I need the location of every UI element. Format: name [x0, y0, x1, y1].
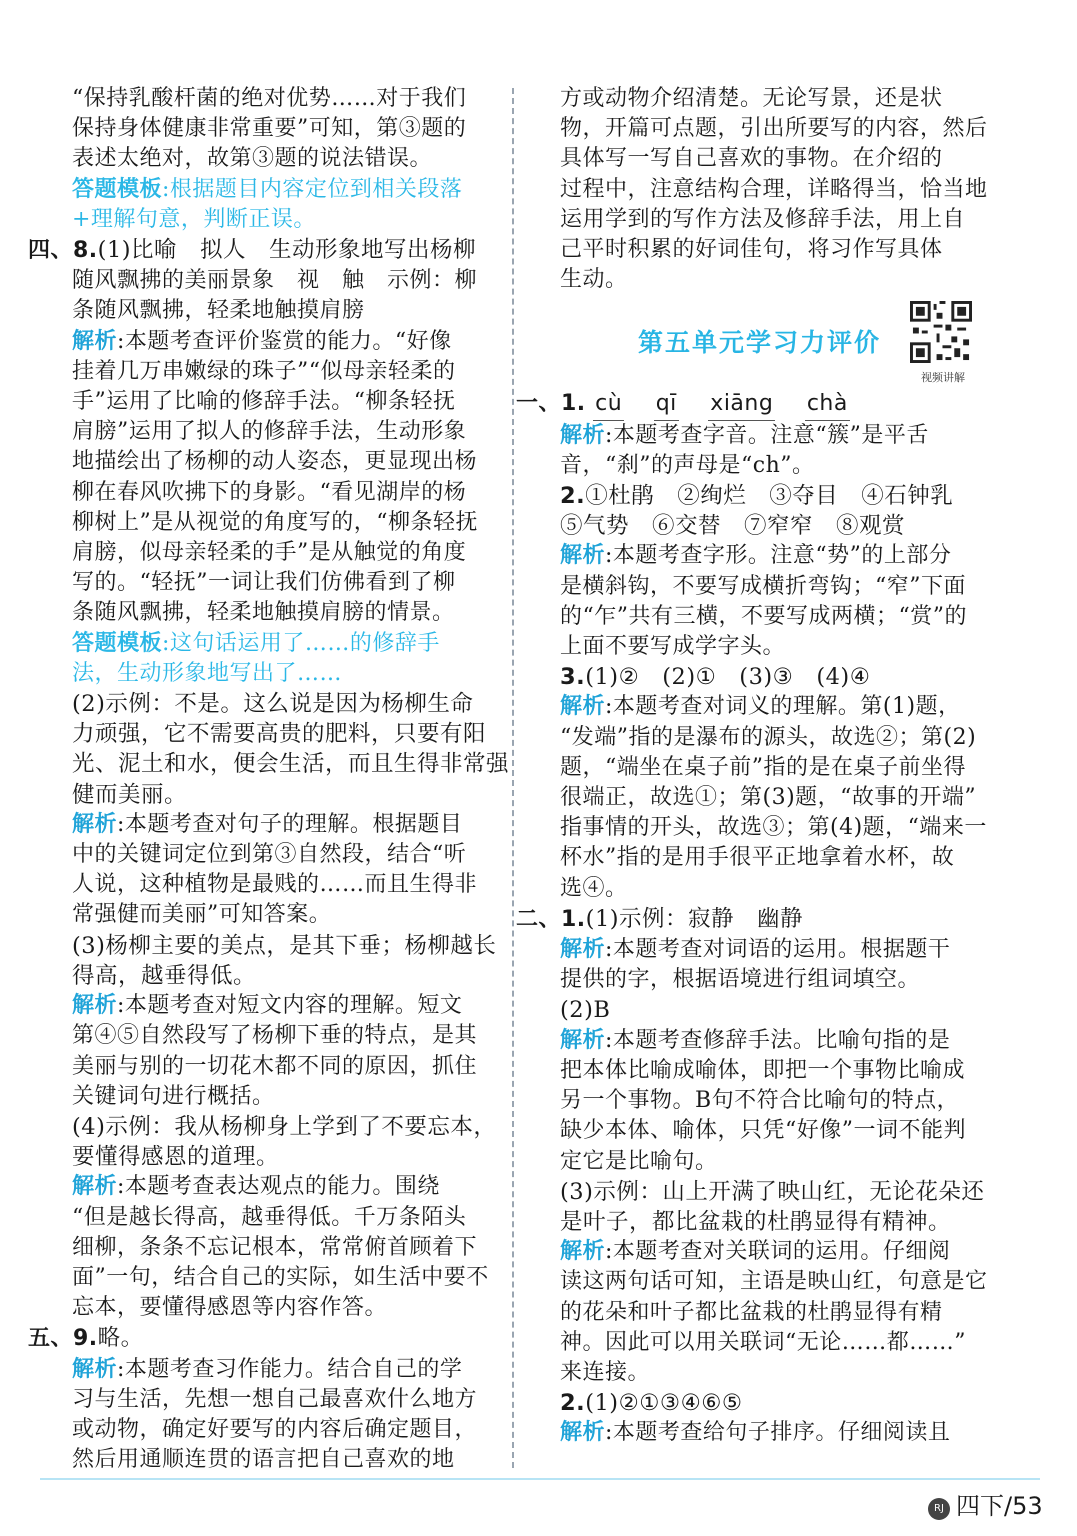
edition-badge: RJ: [928, 1498, 950, 1520]
text-line: 上面不要写成学字头。: [560, 634, 786, 660]
text-line: 过程中，注意结构合理，详略得当，恰当地: [560, 176, 988, 202]
analysis-label: 解析: [560, 937, 606, 963]
text-line: 地描绘出了杨柳的动人姿态，更显现出杨: [72, 449, 478, 475]
analysis-text: :本题考查字音。注意“簇”是平舌: [605, 422, 929, 448]
analysis-label: 解析: [560, 1420, 606, 1446]
analysis-line: [560, 935, 992, 965]
text-line: 柳在春风吹拂下的身影。“看见湖岸的杨: [72, 479, 467, 505]
right-answers: [516, 421, 992, 1449]
answer-line: 是叶子，都比盆栽的杜鹃显得有精神。: [560, 1208, 952, 1235]
text-line: 定它是比喻句。: [560, 1148, 718, 1174]
text-line: 或动物，确定好要写的内容后确定题目，: [72, 1416, 478, 1442]
text-line: 来连接。: [560, 1359, 651, 1385]
text-line: “保持乳酸杆菌的绝对优势……对于我们: [72, 86, 467, 111]
question-number: 2.: [560, 1390, 586, 1417]
answer-line: 得高，越垂得低。: [72, 962, 257, 989]
text-line: “但是越长得高，越垂得低。千万条陌头: [72, 1204, 467, 1230]
text-line: 另一个事物。B句不符合比喻句的特点，: [560, 1088, 960, 1114]
template-label: 答题模板: [72, 176, 163, 202]
question-number: 3.: [560, 664, 586, 691]
text-line: 把本体比喻成喻体，即把一个事物比喻成: [560, 1057, 966, 1083]
text-line: 运用学到的写作方法及修辞手法，用上自: [560, 206, 966, 232]
analysis-text: :本题考查字形。注意“势”的上部分: [605, 543, 952, 569]
text-line: 杯水”指的是用手很平正地拿着水杯，故: [560, 845, 955, 871]
analysis-line: [72, 991, 492, 1021]
answer-text: 略。: [97, 1325, 144, 1352]
text-line: 是横斜钩，不要写成横折弯钩；“窄”下面: [560, 573, 966, 599]
text-line: 很端正，故选①；第(3)题，“故事的开端”: [560, 785, 977, 811]
question-number: 二、1.: [516, 906, 586, 932]
template-line: [72, 175, 492, 205]
text-line: 缺少本体、喻体，只凭“好像”一词不能判: [560, 1118, 966, 1144]
text-line: “发端”指的是瀑布的源头，故选②；第(2): [560, 724, 977, 750]
text-line: 指事情的开头，故选③；第(4)题，“端来一: [560, 815, 987, 841]
pinyin-item: cù: [593, 389, 624, 420]
text-line: 方或动物介绍清楚。无论写景，还是状: [560, 86, 943, 111]
unit-header: [560, 301, 992, 385]
text-line: 选④。: [560, 875, 628, 901]
text-line: 人说，这种植物是最贱的……而且生得非: [72, 872, 478, 898]
template-line: 法，生动形象地写出了……: [72, 660, 343, 686]
analysis-text: :本题考查评价鉴赏的能力。“好像: [117, 328, 452, 354]
answer-text: (1)② (2)① (3)③ (4)④: [585, 664, 871, 691]
analysis-text: :本题考查对短文内容的理解。短文: [117, 993, 463, 1019]
analysis-text: :本题考查对句子的理解。根据题目: [117, 811, 463, 837]
text-line: 手”运用了比喻的修辞手法。“柳条轻抚: [72, 389, 456, 415]
analysis-line: [560, 692, 992, 722]
text-line: 具体写一写自己喜欢的事物。在介绍的: [560, 146, 943, 172]
pinyin-answer-row: [516, 389, 992, 420]
analysis-label: 解析: [72, 1174, 118, 1200]
answer-line: (3)杨柳主要的美点，是其下垂；杨柳越长: [72, 932, 497, 959]
text-line: 题，“端坐在桌子前”指的是在桌子前坐得: [560, 754, 966, 780]
question-line: [516, 904, 992, 935]
text-line: 第④⑤自然段写了杨柳下垂的特点，是其: [72, 1023, 478, 1049]
question-line: [28, 235, 492, 266]
template-text: :根据题目内容定位到相关段落: [162, 176, 463, 202]
answer-text: (1)示例：寂静 幽静: [585, 905, 804, 932]
text-line: 柳树上”是从视觉的角度写的，“柳条轻抚: [72, 509, 478, 535]
analysis-line: [72, 327, 492, 357]
answer-line: 光、泥土和水，便会生活，而且生得非常强: [72, 751, 510, 778]
column-divider: [512, 88, 514, 1468]
text-line: 条随风飘拂，轻柔地触摸肩膀的情景。: [72, 600, 455, 626]
template-line: [72, 629, 492, 659]
pinyin-item: chà: [805, 389, 850, 420]
answer-line: 力顽强，它不需要高贵的肥料，只要有阳: [72, 721, 487, 748]
left-column: [28, 84, 510, 1475]
text-line: 面”一句，结合自己的实际，如生活中要不: [72, 1264, 489, 1290]
text-line: 随风飘拂的美丽景象 视 触 示例：柳: [72, 268, 478, 294]
answer-text: (1)比喻 拟人 生动形象地写出杨柳: [97, 237, 477, 264]
page-number: 四下/53: [956, 1492, 1043, 1520]
pinyin-item: xiāng: [708, 389, 775, 420]
text-line: 物，开篇可点题，引出所要写的内容，然后: [560, 116, 988, 142]
analysis-label: 解析: [72, 1356, 118, 1382]
analysis-line: [72, 1172, 492, 1202]
text-line: 的花朵和叶子都比盆栽的杜鹃显得有精: [560, 1299, 943, 1325]
analysis-label: 解析: [72, 993, 118, 1019]
question-number: 四、8.: [28, 238, 98, 264]
right-top-text: [560, 84, 992, 295]
analysis-label: 解析: [560, 1027, 606, 1053]
analysis-text: :本题考查对词语的运用。根据题干: [605, 937, 951, 963]
text-line: 细柳，条条不忘记根本，常常俯首顾着下: [72, 1234, 478, 1260]
analysis-text: :本题考查表达观点的能力。围绕: [117, 1174, 440, 1200]
unit-title: 第五单元学习力评价: [638, 328, 882, 358]
analysis-label: 解析: [560, 543, 606, 569]
analysis-line: [560, 1418, 992, 1448]
analysis-text: :本题考查对词义的理解。第(1)题，: [605, 694, 961, 720]
answer-line: (3)示例：山上开满了映山红，无论花朵还: [560, 1178, 985, 1205]
text-line: 挂着几万串嫩绿的珠子”“似母亲轻柔的: [72, 358, 456, 384]
template-text: :这句话运用了……的修辞手: [162, 630, 440, 656]
text-line: 的“乍”共有三横，不要写成两横；“赏”的: [560, 603, 967, 629]
answer-line: 要懂得感恩的道理。: [72, 1144, 280, 1171]
text-line: 音，“刹”的声母是“ch”。: [560, 452, 815, 478]
answer-text: ①杜鹃 ②绚烂 ③夺目 ④石钟乳: [585, 483, 954, 510]
analysis-text: :本题考查对关联词的运用。仔细阅: [605, 1239, 951, 1265]
question-line: [560, 481, 992, 511]
answer-line: (4)示例：我从杨柳身上学到了不要忘本，: [72, 1113, 497, 1140]
analysis-label: 解析: [560, 422, 606, 448]
analysis-line: [72, 1355, 492, 1385]
text-line: 习与生活，先想一想自己最喜欢什么地方: [72, 1386, 478, 1412]
text-line: 肩膀，似母亲轻柔的手”是从触觉的角度: [72, 540, 467, 566]
analysis-text: :本题考查修辞手法。比喻句指的是: [605, 1027, 951, 1053]
question-number: 五、9.: [28, 1326, 98, 1352]
text-line: 生动。: [560, 267, 628, 293]
text-line: 然后用通顺连贯的语言把自己喜欢的地: [72, 1447, 455, 1473]
question-number: 一、1.: [516, 391, 586, 417]
analysis-line: [560, 1237, 992, 1267]
text-line: 条随风飘拂，轻柔地触摸肩膀: [72, 298, 365, 324]
text-line: 关键词句进行概括。: [72, 1083, 275, 1109]
right-column: [516, 84, 992, 1449]
answer-text: (1)②①③④⑥⑤: [585, 1390, 743, 1417]
text-line: 常强健而美丽”可知答案。: [72, 902, 332, 928]
analysis-line: [560, 1026, 992, 1056]
answer-line: (2)示例：不是。这么说是因为杨柳生命: [72, 691, 474, 718]
text-line: 美丽与别的一切花木都不同的原因，抓住: [72, 1053, 478, 1079]
analysis-line: [560, 421, 992, 451]
text-line: 己平时积累的好词佳句，将习作写具体: [560, 237, 943, 263]
answer-line: 健而美丽。: [72, 781, 188, 808]
question-line: [560, 662, 992, 692]
analysis-label: 解析: [72, 811, 118, 837]
text-line: 肩膀”运用了拟人的修辞手法，生动形象: [72, 419, 467, 445]
analysis-label: 解析: [560, 1239, 606, 1265]
text-line: 提供的字，根据语境进行组词填空。: [560, 967, 921, 993]
text-line: 忘本，要懂得感恩等内容作答。: [72, 1295, 388, 1321]
text-line: 中的关键词定位到第③自然段，结合“听: [72, 842, 467, 868]
answer-line: (2)B: [560, 997, 611, 1024]
text-line: 神。因此可以用关联词“无论……都……”: [560, 1329, 966, 1355]
footer-rule: [40, 1478, 1040, 1480]
page-footer: [928, 1486, 1043, 1521]
text-line: 写的。“轻抚”一词让我们仿佛看到了柳: [72, 570, 456, 596]
analysis-text: :本题考查给句子排序。仔细阅读且: [605, 1420, 951, 1446]
text-line: 保持身体健康非常重要”可知，第③题的: [72, 116, 467, 142]
analysis-line: [560, 541, 992, 571]
pinyin-item: qī: [654, 389, 679, 420]
question-line: [28, 1323, 492, 1354]
text-line: 读这两句话可知，主语是映山红，句意是它: [560, 1269, 988, 1295]
question-line: [560, 1388, 992, 1418]
analysis-text: :本题考查习作能力。结合自己的学: [117, 1356, 463, 1382]
qr-code-icon[interactable]: [910, 301, 972, 363]
answer-line: ⑤气势 ⑥交替 ⑦窄窄 ⑧观赏: [560, 513, 906, 540]
template-label: 答题模板: [72, 630, 163, 656]
analysis-line: [72, 810, 492, 840]
analysis-label: 解析: [72, 328, 118, 354]
template-line: +理解句意，判断正误。: [72, 206, 316, 232]
text-line: 表述太绝对，故第③题的说法错误。: [72, 146, 433, 172]
question-number: 2.: [560, 483, 586, 510]
qr-caption: 视频讲解: [921, 371, 965, 385]
analysis-label: 解析: [560, 694, 606, 720]
